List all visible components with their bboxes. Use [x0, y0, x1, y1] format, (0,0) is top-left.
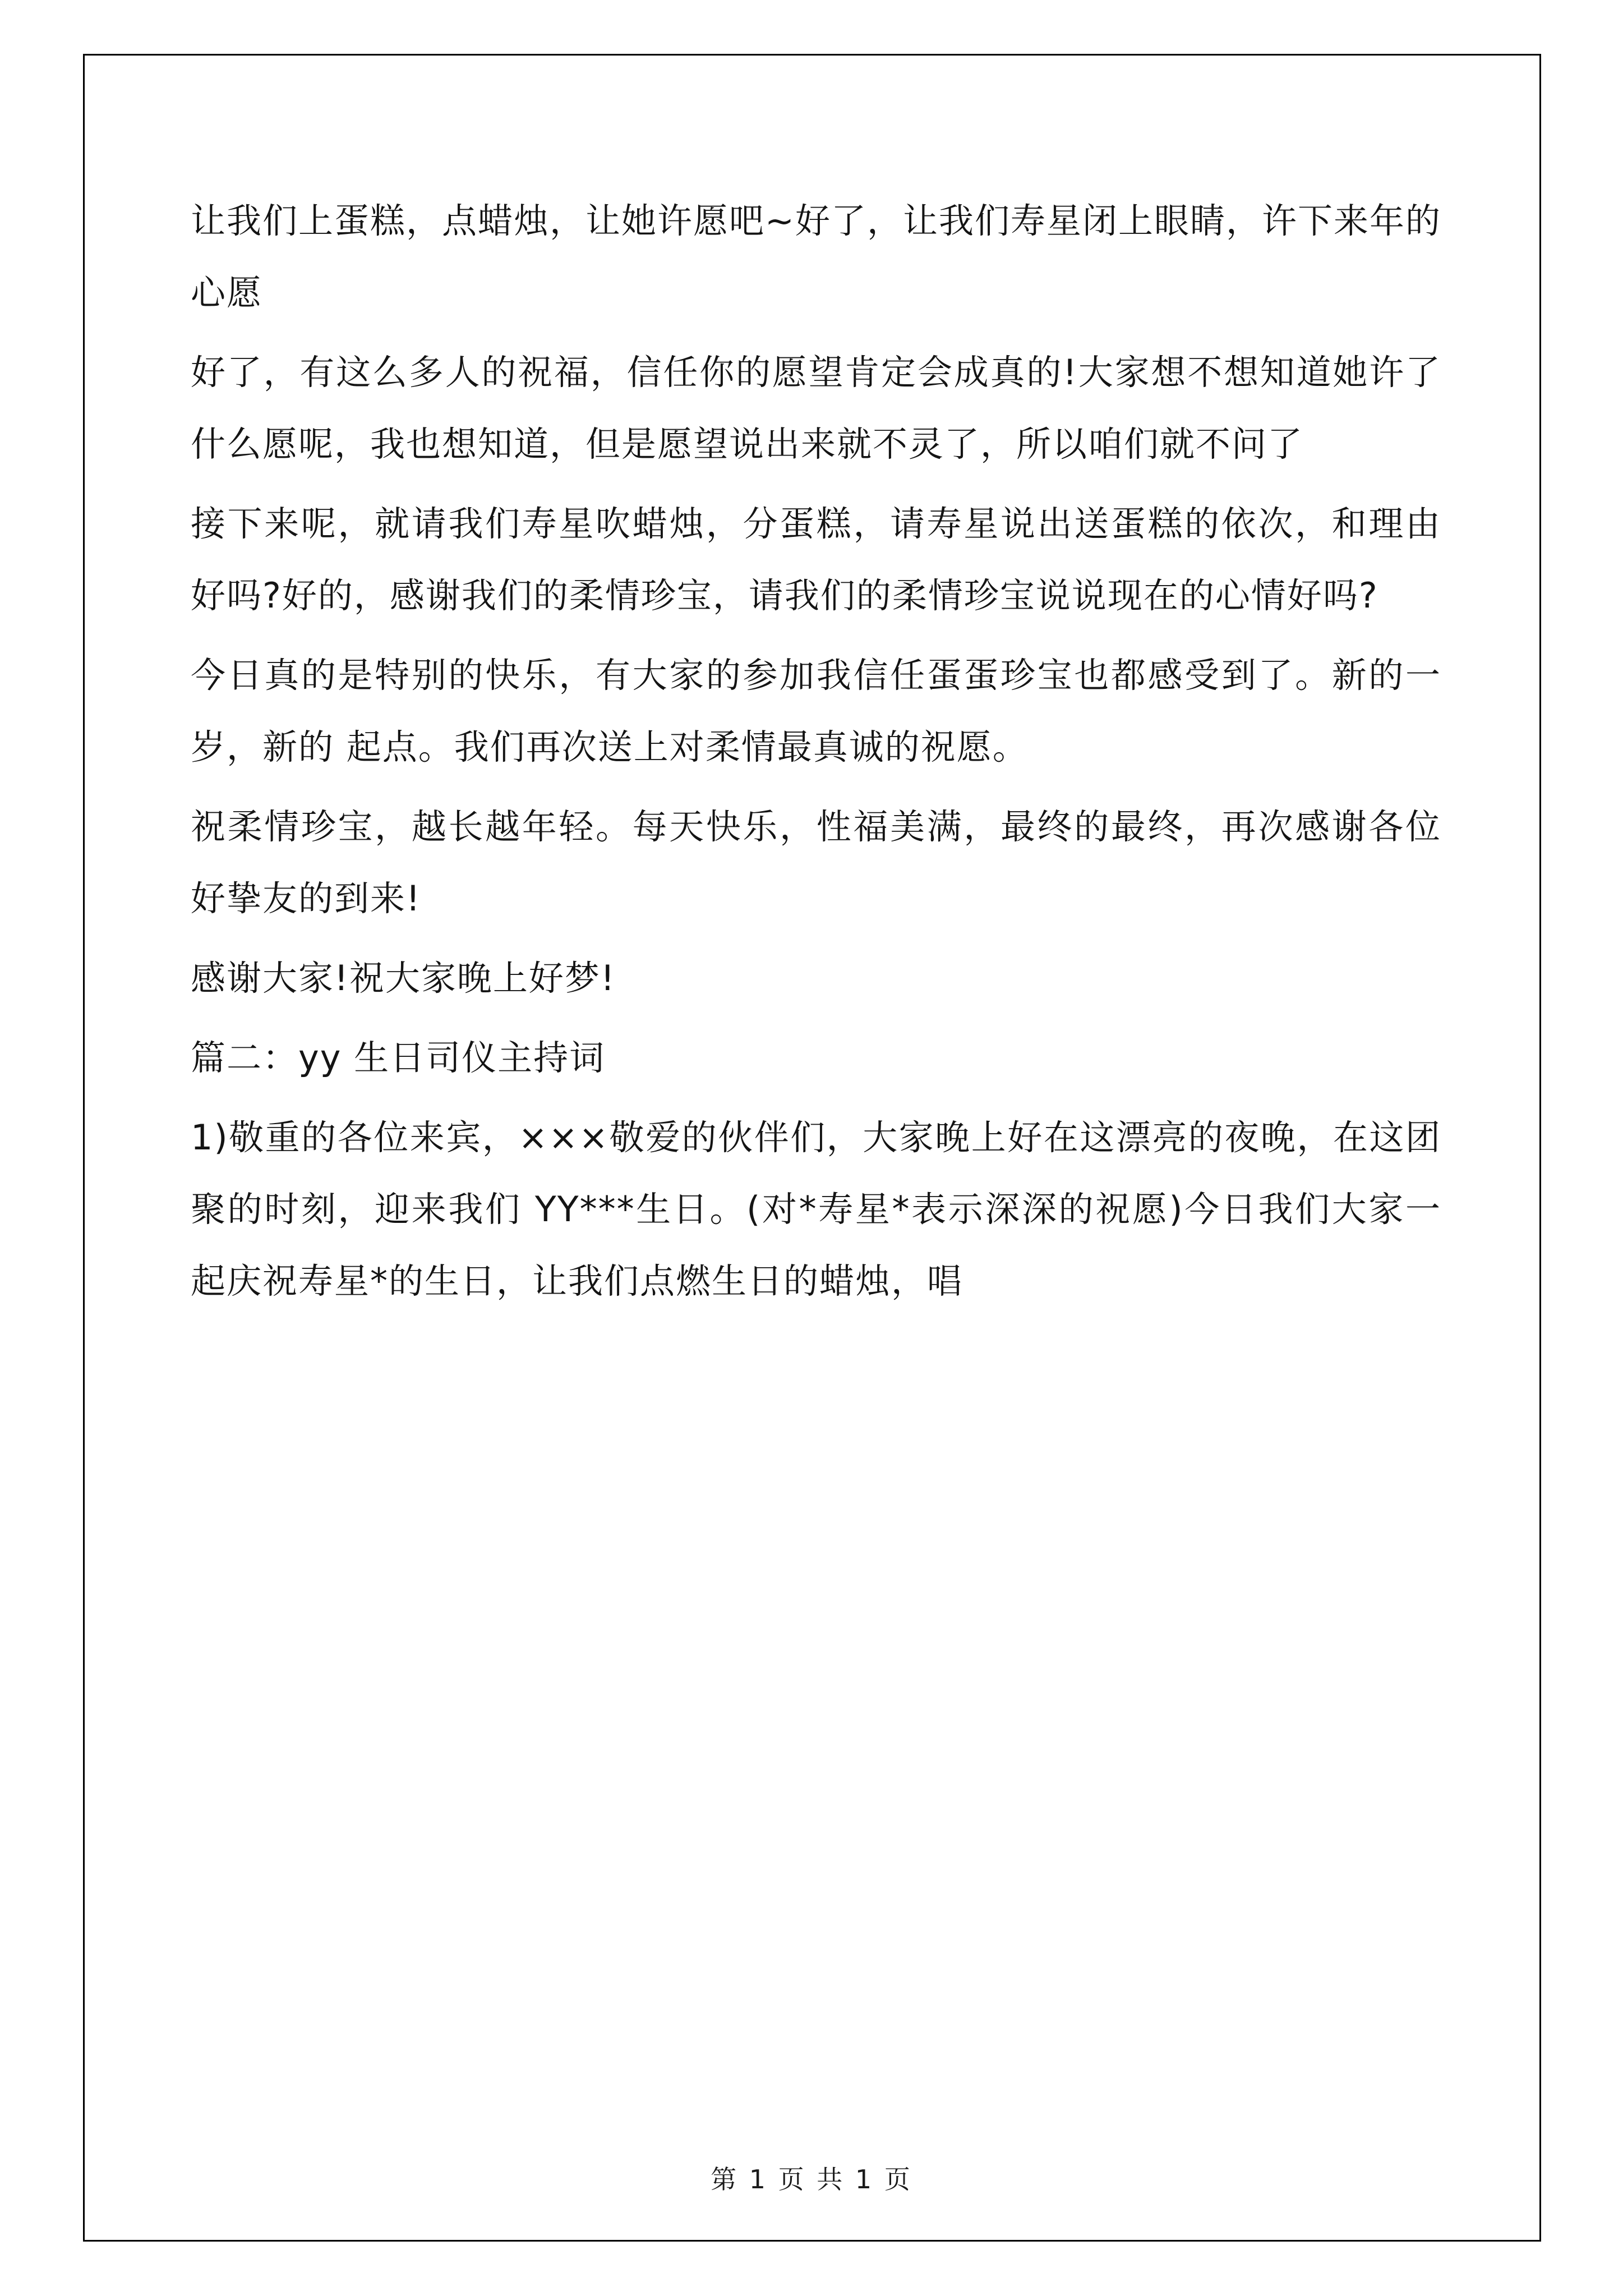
- paragraph: 接下来呢，就请我们寿星吹蜡烛，分蛋糕，请寿星说出送蛋糕的依次，和理由好吗?好的，感谢我们的柔情珍宝，请我们的柔情珍宝说说现在的心情好吗?: [191, 503, 1441, 616]
- paragraph: 祝柔情珍宝，越长越年轻。每天快乐，性福美满，最终的最终，再次感谢各位好挚友的到来!: [191, 806, 1441, 919]
- paragraph: 1)敬重的各位来宾，×××敬爱的伙伴们，大家晚上好在这漂亮的夜晚，在这团聚的时刻，迎来我们 YY***生日。(对*寿星*表示深深的祝愿)今日我们大家一起庆祝寿星*的生日，让我们点燃生日的蜡烛，唱: [191, 1117, 1441, 1301]
- paragraph: 感谢大家!祝大家晚上好梦!: [191, 958, 616, 999]
- section-heading: 篇二：yy 生日司仪主持词: [191, 1037, 606, 1078]
- page-footer: 第 1 页 共 1 页: [711, 2164, 912, 2194]
- paragraph: 好了，有这么多人的祝福，信任你的愿望肯定会成真的!大家想不想知道她许了什么愿呢，我也想知道，但是愿望说出来就不灵了，所以咱们就不问了: [191, 352, 1441, 464]
- paragraph: 今日真的是特别的快乐，有大家的参加我信任蛋蛋珍宝也都感受到了。新的一岁，新的 起点。我们再次送上对柔情最真诚的祝愿。: [191, 655, 1441, 767]
- paragraph: 让我们上蛋糕，点蜡烛，让她许愿吧~好了，让我们寿星闭上眼睛，许下来年的心愿: [191, 200, 1441, 313]
- document-body: [191, 185, 1441, 1325]
